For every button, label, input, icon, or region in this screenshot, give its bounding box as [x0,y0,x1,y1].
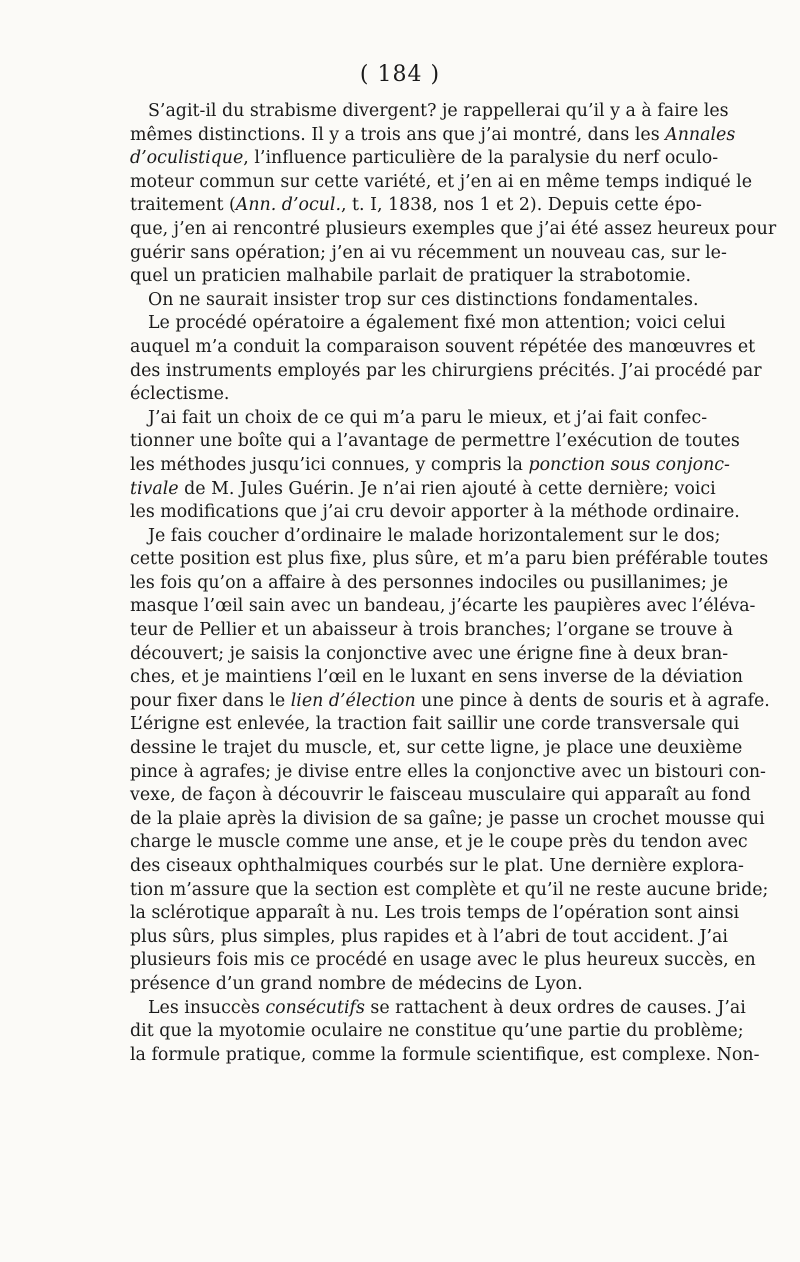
italic-phrase: lien d’élection [290,690,416,711]
text-line: dessine le trajet du muscle, et, sur cette ligne, je place une deuxième [130,738,743,759]
text-line: les fois qu’on a affaire à des personnes indociles ou pusillanimes; je [130,572,729,593]
text-line: cette position est plus fixe, plus sûre, et m’a paru bien préférable toutes [130,549,769,570]
text-line: J’ai fait un choix de ce qui m’a paru le mieux, et j’ai fait confec- [148,407,708,428]
text-line: éclectisme. [130,384,230,405]
text-line: tivale de M. Jules Guérin. Je n’ai rien ajouté à cette dernière; voici [130,478,716,499]
text-line: charge le muscle comme une anse, et je le coupe près du tendon avec [130,832,748,853]
paragraph [130,312,762,406]
text-line: les méthodes jusqu’ici connues, y compris la ponction sous conjonc- [130,454,730,475]
text-line: tionner une boîte qui a l’avantage de permettre l’exécution de toutes [130,431,740,452]
text-line: masque l’œil sain avec un bandeau, j’écarte les paupières avec l’éléva- [130,596,756,617]
italic-phrase: d’oculistique [130,148,244,169]
text-line: plus sûrs, plus simples, plus rapides et à l’abri de tout accident. J’ai [130,926,728,947]
paragraph [130,289,699,313]
text-line: vexe, de façon à découvrir le faisceau musculaire qui apparaît au fond [130,785,751,806]
text-line: plusieurs fois mis ce procédé en usage avec le plus heureux succès, en [130,950,756,971]
italic-phrase: Ann. d’ocul. [235,195,341,216]
text-line: les modifications que j’ai cru devoir apporter à la méthode ordinaire. [130,502,740,523]
text-line: On ne saurait insister trop sur ces distinctions fondamentales. [148,289,699,310]
text-line: des instruments employés par les chirurgiens précités. J’ai procédé par [130,360,762,381]
text-line: mêmes distinctions. Il y a trois ans que j’ai montré, dans les Annales [130,124,736,145]
text-line: Je fais coucher d’ordinaire le malade horizontalement sur le dos; [148,525,721,546]
text-line: Le procédé opératoire a également fixé mon attention; voici celui [148,313,726,334]
italic-phrase: ponction sous conjonc- [528,454,730,475]
text-line: quel un praticien malhabile parlait de pratiquer la strabotomie. [130,266,691,287]
paragraph [130,525,770,997]
text-line: que, j’en ai rencontré plusieurs exemples que j’ai été assez heureux pour [130,218,777,239]
text-line: Les insuccès consécutifs se rattachent à deux ordres de causes. J’ai [148,997,746,1018]
text-line: L’érigne est enlevée, la traction fait saillir une corde transversale qui [130,714,740,735]
text-line: de la plaie après la division de sa gaîne; je passe un crochet mousse qui [130,808,765,829]
italic-phrase: Annales [665,124,736,145]
text-line: auquel m’a conduit la comparaison souvent répétée des manœuvres et [130,336,756,357]
text-line: tion m’assure que la section est complète et qu’il ne reste aucune bride; [130,879,769,900]
paragraph [130,100,777,289]
text-line: d’oculistique, l’influence particulière de la paralysie du nerf oculo- [130,148,719,169]
paragraph [130,407,740,525]
italic-phrase: consécutifs [265,997,365,1018]
text-line: pince à agrafes; je divise entre elles la conjonctive avec un bistouri con- [130,761,766,782]
text-line: pour fixer dans le lien d’élection une pince à dents de souris et à agrafe. [130,690,770,711]
text-line: ches, et je maintiens l’œil en le luxant en sens inverse de la déviation [130,667,743,688]
text-line: découvert; je saisis la conjonctive avec une érigne fine à deux bran- [130,643,729,664]
text-line: la sclérotique apparaît à nu. Les trois temps de l’opération sont ainsi [130,903,740,924]
text-line: teur de Pellier et un abaisseur à trois branches; l’organe se trouve à [130,620,734,641]
paragraph [130,997,760,1068]
text-line: S’agit-il du strabisme divergent? je rappellerai qu’il y a à faire les [148,101,729,121]
text-line: la formule pratique, comme la formule scientifique, est complexe. Non- [130,1044,760,1065]
text-line: traitement (Ann. d’ocul., t. I, 1838, nos 1 et 2). Depuis cette épo- [130,195,702,216]
text-line: moteur commun sur cette variété, et j’en ai en même temps indiqué le [130,171,753,192]
text-line: présence d’un grand nombre de médecins de Lyon. [130,973,583,994]
page-number: ( 184 ) [359,62,441,87]
body-text [130,100,777,1067]
italic-phrase: tivale [130,478,179,499]
text-line: guérir sans opération; j’en ai vu récemment un nouveau cas, sur le- [130,242,727,263]
text-line: des ciseaux ophthalmiques courbés sur le plat. Une dernière explora- [130,856,744,876]
text-line: dit que la myotomie oculaire ne constitue qu’une partie du problème; [130,1021,744,1042]
